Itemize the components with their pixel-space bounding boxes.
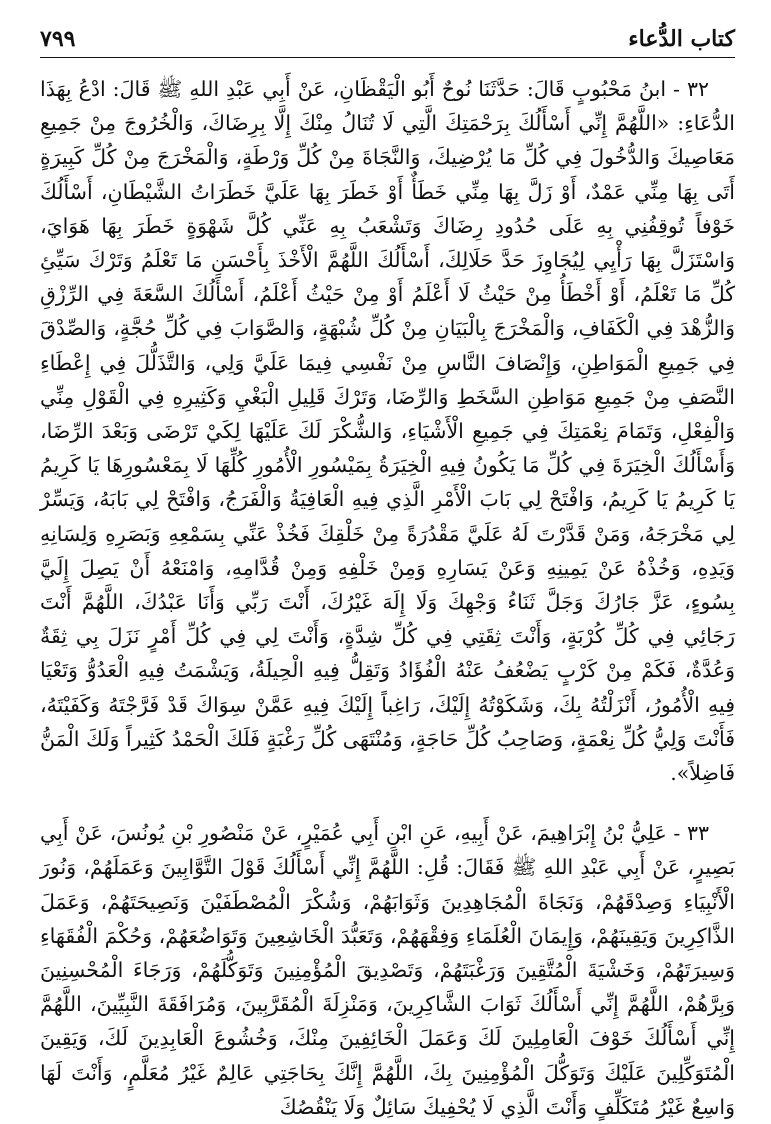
page-header [40,24,735,58]
chapter-title: كتاب الدُّعاء [628,26,735,52]
page-body [40,72,735,1124]
header-divider [40,57,735,58]
page-number: ٧٩٩ [40,26,76,52]
hadith-33: ٣٣ - عَلِيُّ بْنُ إِبْرَاهِيمَ، عَنْ أَبِيهِ، عَنِ ابْنِ أَبِي عُمَيْرٍ، عَنْ مَنْصُورِ بْنِ يُونُسَ، عَنْ أَبِي بَصِيرٍ، عَنْ أَبِي عَبْدِ اللهِ ﷺ فَقَالَ: قُلِ: اللَّهُمَّ إِنِّي أَسْأَلُكَ قَوْلَ التَّوَّابِينَ وَعَمَلَهُمْ، وَنُورَ الْأَنْبِيَاءِ وَصِدْقَهُمْ، وَنَجَاةَ الْمُجَاهِدِينَ وَثَوَابَهُمْ، وَشُكْرَ الْمُصْطَفَيْنَ وَنَصِيحَتَهُمْ، وَعَمَلَ الذَّاكِرِينَ وَيَقِينَهُمْ، وَإِيمَانَ الْعُلَمَاءِ وَفِقْهَهُمْ، وَتَعَبُّدَ الْخَاشِعِينَ وَتَوَاضُعَهُمْ، وَحُكْمَ الْفُقَهَاءِ وَسِيرَتَهُمْ، وَخَشْيَةَ الْمُتَّقِينَ وَرَغْبَتَهُمْ، وَتَصْدِيقَ الْمُؤْمِنِينَ وَتَوَكُّلَهُمْ، وَرَجَاءَ الْمُحْسِنِينَ وَبِرَّهُمْ، اللَّهُمَّ إِنِّي أَسْأَلُكَ ثَوَابَ الشَّاكِرِينَ، وَمَنْزِلَةَ الْمُقَرَّبِينَ، وَمُرَافَقَةَ النَّبِيِّينَ، اللَّهُمَّ إِنِّي أَسْأَلُكَ خَوْفَ الْعَامِلِينَ لَكَ وَعَمَلَ الْخَائِفِينَ مِنْكَ، وَخُشُوعَ الْعَابِدِينَ لَكَ، وَيَقِينَ الْمُتَوَكِّلِينَ عَلَيْكَ وَتَوَكُّلَ الْمُؤْمِنِينَ بِكَ، اللَّهُمَّ إِنَّكَ بِحَاجَتِي عَالِمٌ غَيْرُ مُعَلَّمٍ، وَأَنْتَ لَهَا وَاسِعٌ غَيْرُ مُتَكَلِّفٍ وَأَنْتَ الَّذِي لَا يُحْفِيكَ سَائِلٌ وَلَا يَنْقُصُكَ [40,821,735,1119]
hadith-32: ٣٢ - ابنُ مَحْبُوبٍ قَالَ: حَدَّثَنَا نُوحٌ أَبُو الْيَقْظَانِ، عَنْ أَبِي عَبْدِ اللهِ ﷺ قَالَ: ادْعُ بِهَذَا الدُّعَاءِ: «اللَّهُمَّ إِنِّي أَسْأَلُكَ بِرَحْمَتِكَ الَّتِي لَا تُنَالُ مِنْكَ إِلَّا بِرِضَاكَ، وَالْخُرُوجَ مِنْ جَمِيعِ مَعَاصِيكَ وَالدُّخُولَ فِي كُلِّ مَا يُرْضِيكَ، وَالنَّجَاةَ مِنْ كُلِّ وَرْطَةٍ، وَالْمَخْرَجَ مِنْ كُلِّ كَبِيرَةٍ أَتَى بِهَا مِنِّي عَمْدٌ، أَوْ زَلَّ بِهَا مِنِّي خَطَأٌ أَوْ خَطَرَ بِهَا عَلَيَّ خَطَرَاتُ الشَّيْطَانِ، أَسْأَلُكَ خَوْفاً تُوقِفُنِي بِهِ عَلَى حُدُودِ رِضَاكَ وَتَشْعَبُ بِهِ عَنِّي كُلَّ شَهْوَةٍ خَطَرَ بِهَا هَوَايَ، وَاسْتَزَلَّ بِهَا رَأْيِي لِيُجَاوِزَ حَدَّ حَلَالِكَ، أَسْأَلُكَ اللَّهُمَّ الْأَخْذَ بِأَحْسَنِ مَا تَعْلَمُ وَتَرْكَ سَيِّئِ كُلِّ مَا تَعْلَمُ، أَوْ أَخْطَأُ مِنْ حَيْثُ لَا أَعْلَمُ أَوْ مِنْ حَيْثُ أَعْلَمُ، أَسْأَلُكَ السَّعَةَ فِي الرِّزْقِ وَالزُّهْدَ فِي الْكَفَافِ، وَالْمَخْرَجَ بِالْبَيَانِ مِنْ كُلِّ شُبْهَةٍ، وَالصَّوَابَ فِي كُلِّ حُجَّةٍ، وَالصِّدْقَ فِي جَمِيعِ الْمَوَاطِنِ، وَإِنْصَافَ النَّاسِ مِنْ نَفْسِي فِيمَا عَلَيَّ وَلِي، وَالتَّذَلُّلَ فِي إِعْطَاءِ النَّصَفِ مِنْ جَمِيعِ مَوَاطِنِ السَّخَطِ وَالرِّضَا، وَتَرْكَ قَلِيلِ الْبَغْيِ وَكَثِيرِهِ فِي الْقَوْلِ مِنِّي وَالْفِعْلِ، وَتَمَامَ نِعْمَتِكَ فِي جَمِيعِ الْأَشْيَاءِ، وَالشُّكْرَ لَكَ عَلَيْهَا لِكَيْ تَرْضَى وَبَعْدَ الرِّضَا، وَأَسْأَلُكَ الْخِيَرَةَ فِي كُلِّ مَا يَكُونُ فِيهِ الْخِيَرَةُ بِمَيْسُورِ الْأُمُورِ كُلِّهَا لَا بِمَعْسُورِهَا يَا كَرِيمُ يَا كَرِيمُ يَا كَرِيمُ، وَافْتَحْ لِي بَابَ الْأَمْرِ الَّذِي فِيهِ الْعَافِيَةُ وَالْفَرَجُ، وَافْتَحْ لِي بَابَهُ، وَيَسِّرْ لِي مَخْرَجَهُ، وَمَنْ قَدَّرْتَ لَهُ عَلَيَّ مَقْدُرَةً مِنْ خَلْقِكَ فَخُذْ عَنِّي بِسَمْعِهِ وَبَصَرِهِ وَلِسَانِهِ وَيَدِهِ، وَخُذْهُ عَنْ يَمِينِهِ وَعَنْ يَسَارِهِ وَمِنْ خَلْفِهِ وَمِنْ قُدَّامِهِ، وَامْنَعْهُ أَنْ يَصِلَ إِلَيَّ بِسُوءٍ، عَزَّ جَارُكَ وَجَلَّ ثَنَاءُ وَجْهِكَ وَلَا إِلَهَ غَيْرُكَ، أَنْتَ رَبِّي وَأَنَا عَبْدُكَ، اللَّهُمَّ أَنْتَ رَجَائِي فِي كُلِّ كُرْبَةٍ، وَأَنْتَ ثِقَتِي فِي كُلِّ شِدَّةٍ، وَأَنْتَ لِي فِي كُلِّ أَمْرٍ نَزَلَ بِي ثِقَةٌ وَعُدَّةٌ، فَكَمْ مِنْ كَرْبٍ يَضْعُفُ عَنْهُ الْفُؤَادُ وَتَقِلُّ فِيهِ الْحِيلَةُ، وَيَشْمَتُ فِيهِ الْعَدُوُّ وَتَعْيَا فِيهِ الْأُمُورُ، أَنْزَلْتُهُ بِكَ، وَشَكَوْتُهُ إِلَيْكَ، رَاغِباً إِلَيْكَ فِيهِ عَمَّنْ سِوَاكَ قَدْ فَرَّجْتَهُ وَكَفَيْتَهُ، فَأَنْتَ وَلِيُّ كُلِّ نِعْمَةٍ، وَصَاحِبُ كُلِّ حَاجَةٍ، وَمُنْتَهَى كُلِّ رَغْبَةٍ فَلَكَ الْحَمْدُ كَثِيراً وَلَكَ الْمَنُّ فَاضِلاً». [40,77,735,786]
